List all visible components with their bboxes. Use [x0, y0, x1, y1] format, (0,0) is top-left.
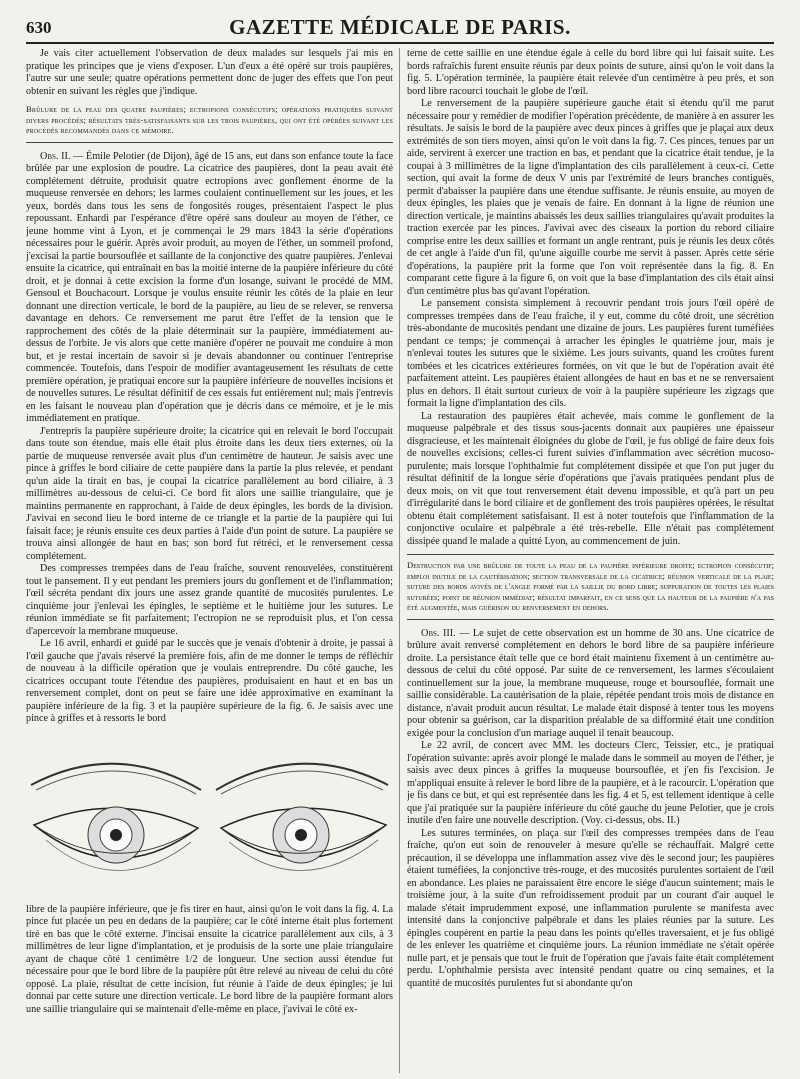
right-paragraph-1: terne de cette saillie en une étendue égale à celle du bord libre qui lui faisait suite. Les bords rafraîchis furent ensuite réunis par deux points de suture, ainsi qu'on le voit dans la fig. 5. L'opération terminée, la paupière était relevée d'un centimètre à peu près, et son bord libre racourci touchait le globe de l'œil. — [407, 48, 774, 97]
obs2-label: Obs. II. — [40, 150, 71, 162]
obs3-heading: Destruction par une brûlure de toute la peau de la paupière inférieure droite; ectropion consécutif; emploi inutile de la cautérisation; section transversale de la cicatrice; réunion verticale de la plaie; suture des bords avivés de l'angle formé par la saillie du bord libre; suppuration de toutes les plaies suturées; point de réunion immédiat; résultat imparfait, en ce sens que la hauteur de la paupière n'a pas été augmentée, mais guérison du renversement en dehors. — [407, 554, 774, 620]
intro-paragraph: Je vais citer actuellement l'observation de deux malades sur lesquels j'ai mis en pratique les principes que je viens d'exposer. L'un d'eux a été opéré sur trois paupières, l'autre sur une seule; quatre opérations permettent donc de juger des effets que l'on peut obtenir en suivant les règles que j'indique. — [26, 48, 393, 97]
obs2-text: — Émile Pelotier (de Dijon), âgé de 15 ans, eut dans son enfance toute la face brûlée par une explosion de poudre. La cicatrice des paupières, dont la peau avait été complétement détruite, produisit quatre ectropions avec gonflement énorme de la muqueuse renversée en dehors; les larmes coulaient continuellement sur les joues, et les yeux, bordés dans tous les sens de fongosités rouges, présentaient l'aspect le plus repoussant. Enhardi par l'espérance d'être opéré sans douleur au moyen de l'éther, ce jeune homme vint à Lyon, et je commençai le 29 mars 1843 la série d'opérations nécessaires pour le guérir. Après avoir produit, au moyen de l'éther, un sommeil profond, j'excisai la partie boursouflée et saillante de la conjonctive des quatre paupières. J'enlevai ensuite la cicatrice, qui entraînait en bas la moitié interne de la paupière inférieure du côté droit, et je donnai à cette excision la forme d'un losange, suivant le procédé de MM. Gensoul et Bouchacourt. Lorsque je voulus ensuite réunir les côtés de la plaie en leur donnant une direction verticale, le bord de la paupière, au lieu de se relever, se renversa davantage en dehors. Ce renversement me parut être l'effet de la tension que le rapprochement des côtés de la plaie déterminait sur la paupière, immédiatement au-dessus de l'orbite. Je vis alors que cette manière d'opérer ne pouvait me conduire à mon but, et je restai incertain de savoir si je devais abandonner ou continuer l'entreprise commencée. Toutefois, dans l'espoir de modifier avantageusement les résultats de cette première opération, je pratiquai encore sur la paupière inférieure de nouvelles incisions et de nouvelles sutures. Le résultat définitif de ces essais fut entièrement nul; mais j'entrevis en les faisant le nouveau plan d'opération que je décris dans ce mémoire, et je le mis immédiatement en pratique. — [26, 150, 393, 425]
left-paragraph-2: J'entrepris la paupière supérieure droite; la cicatrice qui en relevait le bord l'occupait dans toute son étendue, mais elle était plus étroite dans les deux tiers externes, où la partie de muqueuse renversée avait plus d'un centimètre de hauteur. Je saisis avec une pince à griffes le bord ciliaire de cette paupière dans la partie la plus relevée, et pendant qu'un aide la tirait en bas, je coupai la cicatrice parallèlement au bord ciliaire, à 3 millimètres au-dessous de celui-ci. Ce bord fit alors une saillie triangulaire, que je maintins permanente en rapprochant, à l'aide de deux épingles, les bords de la division. J'avivai en second lieu le bord interne de ce triangle et la partie de la paupière qui lui faisait face; je réunis ensuite ces deux parties à l'aide d'un point de suture. La paupière se trouva ainsi allongée de haut en bas; son bord fut rétréci, et le renversement cessa complétement. — [26, 425, 393, 562]
eye-figure — [26, 730, 393, 898]
left-column — [26, 48, 393, 1073]
right-paragraph-4: La restauration des paupières était achevée, mais comme le gonflement de la muqueuse palpébrale et des tissus sous-jacents donnait aux paupières une épaisseur disgracieuse, et les maintenait éloignées du globe de l'œil, je fus obligé de faire deux fois de nouvelles excisions; celles-ci furent suivies d'inflammation avec sécrétion mucoso-purulente; mais lorsque l'ophthalmie fut complétement dissipée et que l'on put juger du résultat définitif de la longue série d'opérations que j'avais pratiquées pendant plus de deux mois, on vit que tout renversement était devenu impossible, et qu'à part un peu d'irrégularité dans le bord ciliaire et de gonflement des trois paupières opérées, le résultat obtenu était complétement satisfaisant. Il est à noter toutefois que l'inflammation de la conjonctive oculaire et palpébrale a été très-rebelle. Elle n'était pas complétement dissipée quand le malade a quitté Lyon, au commencement de juin. — [407, 410, 774, 547]
left-paragraph-5: libre de la paupière inférieure, que je fis tirer en haut, ainsi qu'on le voit dans la fig. 4. La pince fut placée un peu en dedans de la paupière; car le côté interne était plus fortement tiré en bas que le côté externe. J'incisai ensuite la cicatrice parallèlement aux cils, à 3 millimètres de leur ligne d'implantation, et je produisis de la sorte une plaie triangulaire ayant de chaque côté 1 centimètre 1/2 de longueur. Une section aussi étendue fut nécessaire pour que le bord libre de la paupière pût être relevé au niveau de celui du côté opposé. La plaie, résultat de cette incision, fut réunie à l'aide de deux épingles; je lui donnai par cette suture une direction verticale. Le bord libre de la paupière formant alors une saillie triangulaire qui se maintenait d'elle-même en place, j'avivai le côté ex- — [26, 903, 393, 1015]
obs2-heading: Brûlure de la peau des quatre paupières; ectropions consécutifs; opérations pratiquées suivant divers procédés; résultats très-satisfaisants sur les trois paupières, qui ont été opérées suivant les procédés recommandés dans ce mémoire. — [26, 104, 393, 143]
left-paragraph-4: Le 16 avril, enhardi et guidé par le succès que je venais d'obtenir à droite, je passai à l'œil gauche que j'avais réservé la première fois, afin de me donner le temps de réfléchir de nouveau à la difficile opération que je voulais entreprendre. Du côté gauche, les cicatrices occupant toute l'étendue des paupières, produisaient en haut et en bas un renversement complet, dont on peut se faire une idée approximative en examinant la paupière inférieure de la fig. 3 et la paupière supérieure de la fig. 6. Je saisis avec une pince à griffes et à ressorts le bord — [26, 638, 393, 725]
eye-illustration — [26, 730, 393, 898]
page-header — [26, 8, 774, 44]
obs3-text: — Le sujet de cette observation est un homme de 30 ans. Une cicatrice de brûlure avait renversé complétement en dehors le bord libre de sa paupière inférieure droite. La persistance était telle que ce bord était maintenu fixement à un centimètre au-dessous de celui du côté opposé. Par suite de ce renversement, les larmes s'écoulaient continuellement sur la joue, la membrane muqueuse, rouge et boursouflée, formait une saillie considérable. La cautérisation de la plaie, répétée pendant trois mois de distance en distance, n'avait produit aucun résultat. Le malade était disposé à tenter tous les moyens pour obtenir sa guérison, car la disparition préalable de sa difformité était une condition exigée pour la conclusion d'un mariage auquel il tenait beaucoup. — [407, 627, 774, 739]
right-paragraph-3: Le pansement consista simplement à recouvrir pendant trois jours l'œil opéré de compresses trempées dans de l'eau fraîche, il y eut, comme du côté droit, une sécrétion très-abondante de mucosités pendant une dizaine de jours. Les paupières furent tuméfiées pendant ce temps; je commençai à arracher les épingles le quatrième jour, mais je n'enlevai toutes les sutures que le sixième. Les jours suivants, quand les croûtes furent tombées et les cicatrices extérieures formées, on vit que le but de l'opération avait été parfaitement atteint. Les paupières étaient allongées de haut en bas et ne se renversaient plus en dehors. Il était surtout curieux de voir à la paupière supérieure les zigzags que formait la ligne d'implantation des cils. — [407, 298, 774, 409]
right-eye-drawing — [216, 763, 388, 870]
right-paragraph-6: Les sutures terminées, on plaça sur l'œil des compresses trempées dans de l'eau fraîche, qu'on eut soin de renouveler à mesure qu'elle se réchauffait. Malgré cette précaution, il se développa une inflammation assez vive dès le second jour; les paupières étaient tuméfiées, la conjonctive très-rouge, et des mucosités purulentes sortaient de l'œil en abondance. Les plaies ne paraissaient être encore le siége d'aucun suintement; mais le troisième jour, à la suite d'un refroidissement produit par un courant d'air auquel le malade s'était imprudemment exposé, une inflammation purulente se manifesta avec intensité dans la conjonctive palpébrale et dans les plaies réunies par la suture. Les épingles coupèrent en partie la peau dans les points qu'elles traversaient, et je fus obligé de les enlever les quatrième et cinquième jours. La réunion immédiate ne s'était opérée nulle part, et je pensais que tout le fruit de l'opération que j'avais faite était complétement perdu. L'ophthalmie persista avec intensité pendant quatre ou cinq semaines, et la quantité de mucosités purulentes fut si abondante qu'on — [407, 827, 774, 989]
page-number: 630 — [26, 18, 52, 37]
obs3-paragraph — [407, 628, 774, 741]
column-divider — [399, 48, 400, 1073]
left-paragraph-3: Des compresses trempées dans de l'eau fraîche, souvent renouvelées, constituèrent tout le pansement. Il y eut pendant les premiers jours du gonflement et de l'inflammation; l'œil sécréta pendant dix jours une assez grande quantité de mucosités purulentes. Le cinquième jour j'enlevai les épingles, le septième et le huitième jour les sutures. Le réunion immédiate se fit parfaitement; l'ectropion ne se reproduisit plus, et l'on cessa d'apercevoir la membrane muqueuse. — [26, 563, 393, 637]
right-paragraph-5: Le 22 avril, de concert avec MM. les docteurs Clerc, Teissier, etc., je pratiquai l'opération suivante: après avoir plongé le malade dans le sommeil au moyen de l'éther, je saisis avec deux pinces à griffes la muqueuse boursouflée, et j'en fis l'excision. Je m'appliquai ensuite à relever le bord libre de la paupière, et à le racourcir. L'opération que je fis dans ce but, et qui est représentée dans les fig. 4 et 5, est tellement identique à celle que j'ai pratiquée sur la paupière inférieure du côté gauche du jeune Pelotier, que je crois inutile d'en faire une nouvelle description. (Voy. ci-dessus, obs. II.) — [407, 740, 774, 827]
left-eye-drawing — [31, 763, 201, 870]
right-paragraph-2: Le renversement de la paupière supérieure gauche était si étendu qu'il me parut nécessaire pour y remédier de modifier l'opération précédente, de manière à en assurer les résultats. Je saisis le bord de la paupière avec deux pinces à griffes que je plaçai aux deux extrémités de son tiers moyen, ainsi qu'on le voit dans la fig. 7. Ces pinces, tenues par un aide, servirent à exercer une traction en bas, et pendant que la cicatrice était tendue, je la coupai à 3 millimètres de la ligne d'implantation des cils parallèlement à ceux-ci. Cette section, qui avait la forme de deux V unis par l'extrémité de leurs branches contiguës, permit d'abaisser la paupière dans une étendue suffisante. Je réunis ensuite, au moyen de deux épingles, les plaies que je venais de faire. En donnant à la ligne de réunion une direction verticale, je maintins abaissés les deux saillies triangulaires qu'avait produites la traction exercée par les pinces. J'avivai avec des ciseaux la portion du rebord ciliaire comprise entre les deux saillies et formant un angle rentrant, puis je réunis les deux côtés de cet angle à l'aide d'un fil, qu'une aiguille courbe me servit à passer. Après cette série d'opérations, la paupière prit la forme que l'on voit représentée dans la fig. 8. En comparant cette figure à la figure 6, on voit que la base d'implantation des cils était ainsi d'un centimètre plus bas qu'avant l'opération. — [407, 98, 774, 297]
right-column — [407, 48, 774, 1073]
journal-title: GAZETTE MÉDICALE DE PARIS. — [229, 15, 571, 39]
obs2-paragraph — [26, 151, 393, 426]
obs3-label: Obs. III. — [421, 627, 456, 639]
